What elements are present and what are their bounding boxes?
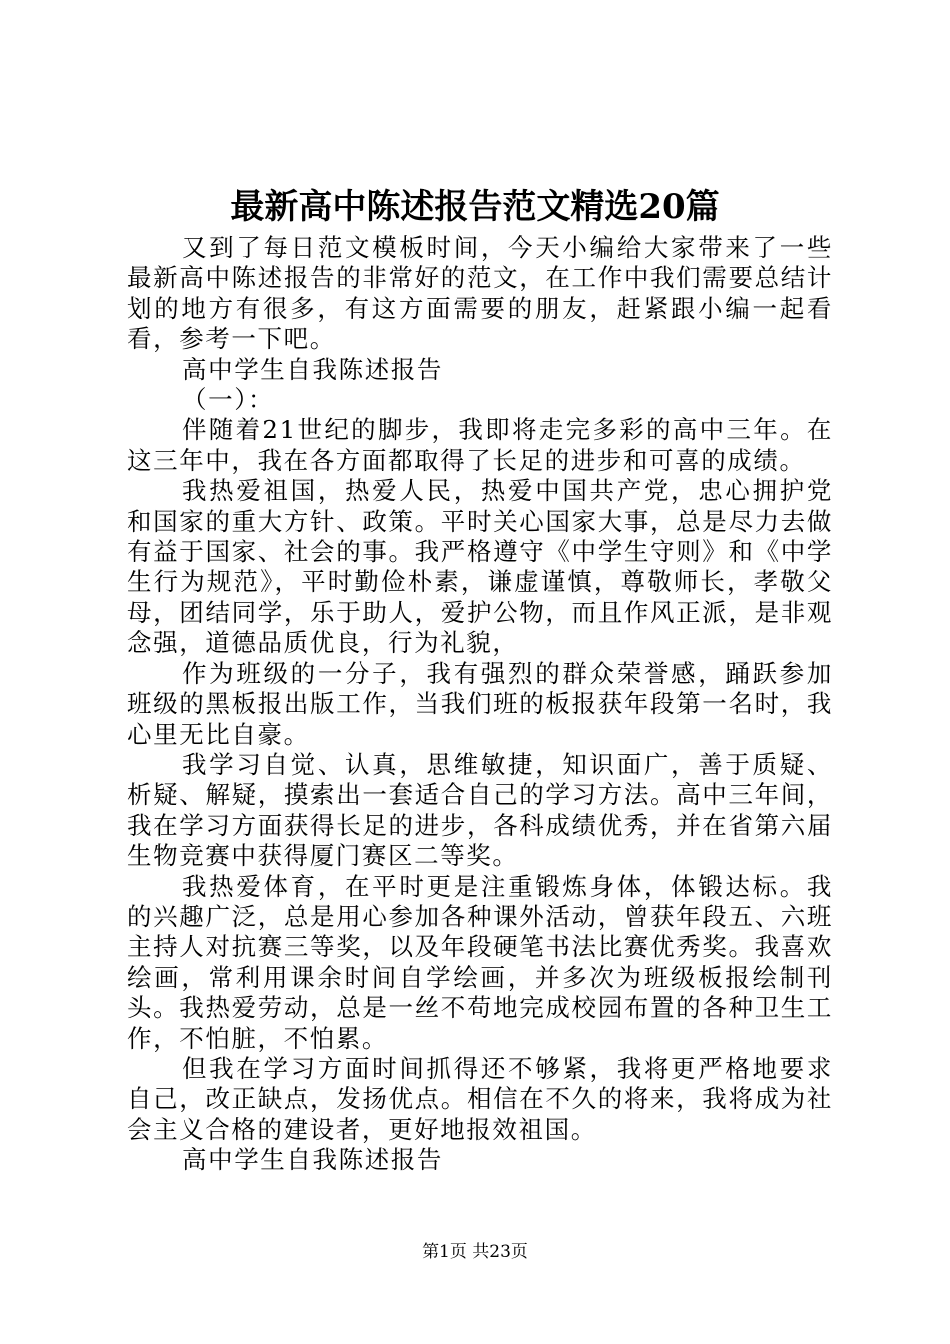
- section-heading: 高中学生自我陈述报告: [182, 1145, 443, 1175]
- section-number: （一）：: [182, 385, 275, 415]
- paragraph: 伴随着21世纪的脚步，我即将走完多彩的高中三年。在这三年中，我在各方面都取得了长足的进步和可喜的成绩。: [127, 415, 833, 475]
- paragraph: 我热爱体育，在平时更是注重锻炼身体，体锻达标。我的兴趣广泛，总是用心参加各种课外活动，曾获年段五、六班主持人对抗赛三等奖，以及年段硬笔书法比赛优秀奖。我喜欢绘画，常利用课余时间自学绘画，并多次为班级板报绘制刊头。我热爱劳动，总是一丝不苟地完成校园布置的各种卫生工作，不怕脏，不怕累。: [127, 871, 833, 1053]
- page-footer: 第1页 共23页: [422, 1242, 528, 1262]
- section-heading: 高中学生自我陈述报告: [182, 354, 443, 384]
- document-title: 最新高中陈述报告范文精选20篇: [230, 187, 720, 227]
- paragraph: 作为班级的一分子，我有强烈的群众荣誉感，踊跃参加班级的黑板报出版工作，当我们班的板报获年段第一名时，我心里无比自豪。: [127, 658, 833, 749]
- paragraph-intro: 又到了每日范文模板时间，今天小编给大家带来了一些最新高中陈述报告的非常好的范文，在工作中我们需要总结计划的地方有很多，有这方面需要的朋友，赶紧跟小编一起看看，参考一下吧。: [127, 233, 833, 354]
- paragraph: 我热爱祖国，热爱人民，热爱中国共产党，忠心拥护党和国家的重大方针、政策。平时关心国家大事，总是尽力去做有益于国家、社会的事。我严格遵守《中学生守则》和《中学生行为规范》，平时勤俭朴素，谦虚谨慎，尊敬师长，孝敬父母，团结同学，乐于助人，爱护公物，而且作风正派，是非观念强，道德品质优良，行为礼貌，: [127, 476, 833, 658]
- paragraph: 我学习自觉、认真，思维敏捷，知识面广，善于质疑、析疑、解疑，摸索出一套适合自己的学习方法。高中三年间，我在学习方面获得长足的进步，各科成绩优秀，并在省第六届生物竞赛中获得厦门赛区二等奖。: [127, 749, 833, 871]
- paragraph: 但我在学习方面时间抓得还不够紧，我将更严格地要求自己，改正缺点，发扬优点。相信在不久的将来，我将成为社会主义合格的建设者，更好地报效祖国。: [127, 1053, 833, 1144]
- document-body: [127, 233, 833, 1176]
